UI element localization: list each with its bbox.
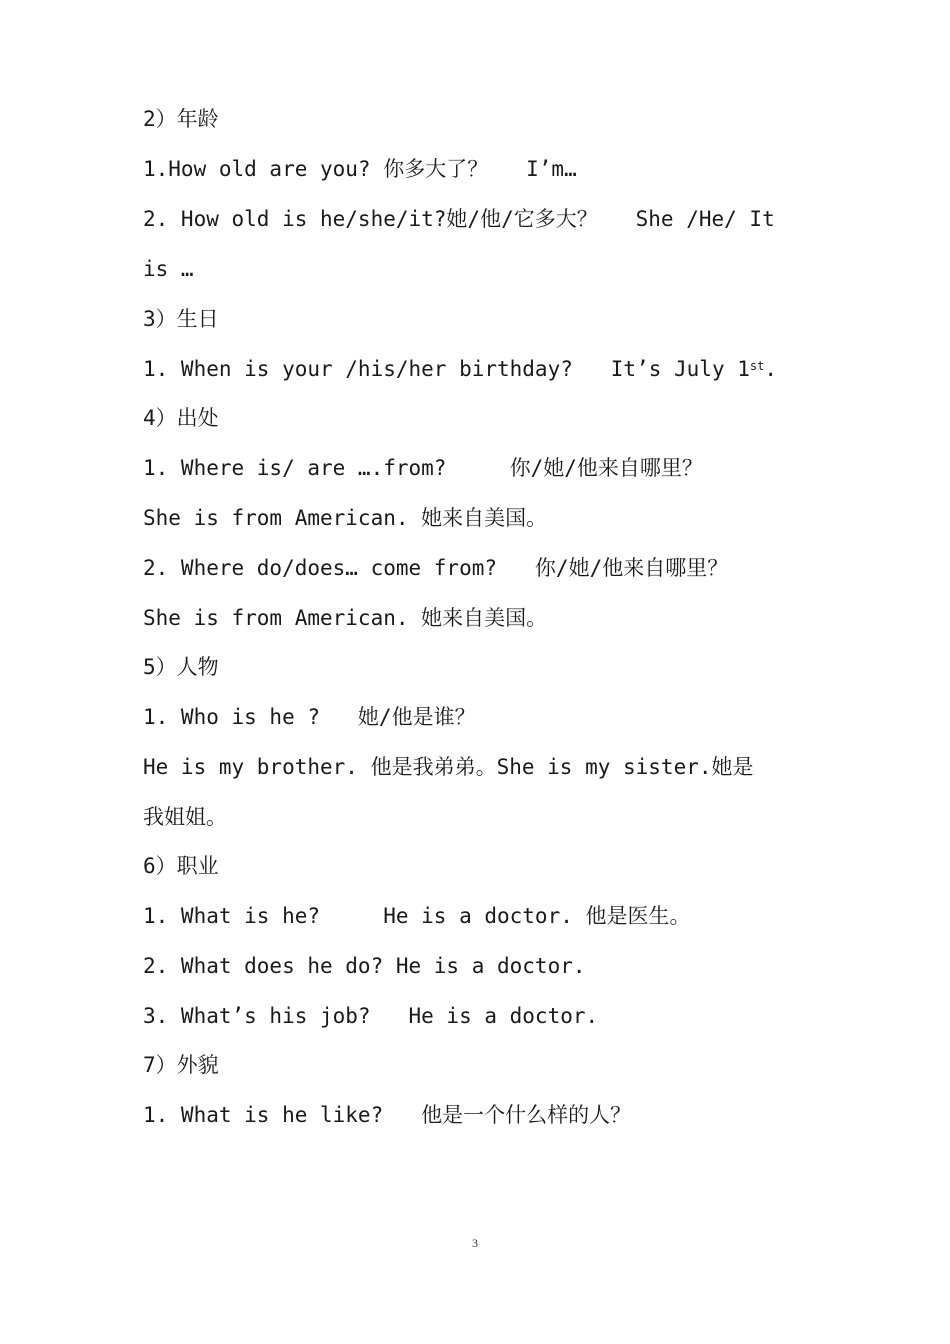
origin-question-2: 2. Where do/does… come from? 你/她/他来自哪里？ xyxy=(143,556,729,580)
ordinal-suffix: st xyxy=(749,359,765,373)
section-heading-person: 5）人物 xyxy=(143,655,219,679)
section-heading-birthday: 3）生日 xyxy=(143,307,219,331)
person-question-1: 1. Who is he ? 她/他是谁？ xyxy=(143,705,476,729)
person-answer-1: He is my brother. 他是我弟弟。She is my sister.她是 xyxy=(143,755,754,779)
job-question-2: 2. What does he do? He is a doctor. xyxy=(143,954,586,978)
age-question-1: 1.How old are you? 你多大了？ I’m… xyxy=(143,157,577,181)
section-heading-age: 2）年龄 xyxy=(143,107,219,131)
job-question-3: 3. What’s his job? He is a doctor. xyxy=(143,1004,599,1028)
job-question-1: 1. What is he? He is a doctor. 他是医生。 xyxy=(143,904,691,928)
birthday-question-1 xyxy=(143,354,823,384)
origin-answer-2: She is from American. 她来自美国。 xyxy=(143,606,548,630)
age-question-2-continued: is … xyxy=(143,257,194,281)
origin-answer-1: She is from American. 她来自美国。 xyxy=(143,506,548,530)
page-number: 3 xyxy=(472,1236,478,1250)
birthday-question-end: . xyxy=(764,357,777,381)
age-question-2: 2. How old is he/she/it?她/他/它多大？ She /He/ It xyxy=(143,207,775,231)
person-answer-1-continued: 我姐姐。 xyxy=(143,805,227,829)
birthday-question-text: 1. When is your /his/her birthday? It’s July 1 xyxy=(143,357,750,381)
section-heading-job: 6）职业 xyxy=(143,854,219,878)
section-heading-appearance: 7）外貌 xyxy=(143,1053,219,1077)
section-heading-origin: 4）出处 xyxy=(143,406,219,430)
origin-question-1: 1. Where is/ are ….from? 你/她/他来自哪里？ xyxy=(143,456,703,480)
appearance-question-1: 1. What is he like? 他是一个什么样的人？ xyxy=(143,1103,632,1127)
